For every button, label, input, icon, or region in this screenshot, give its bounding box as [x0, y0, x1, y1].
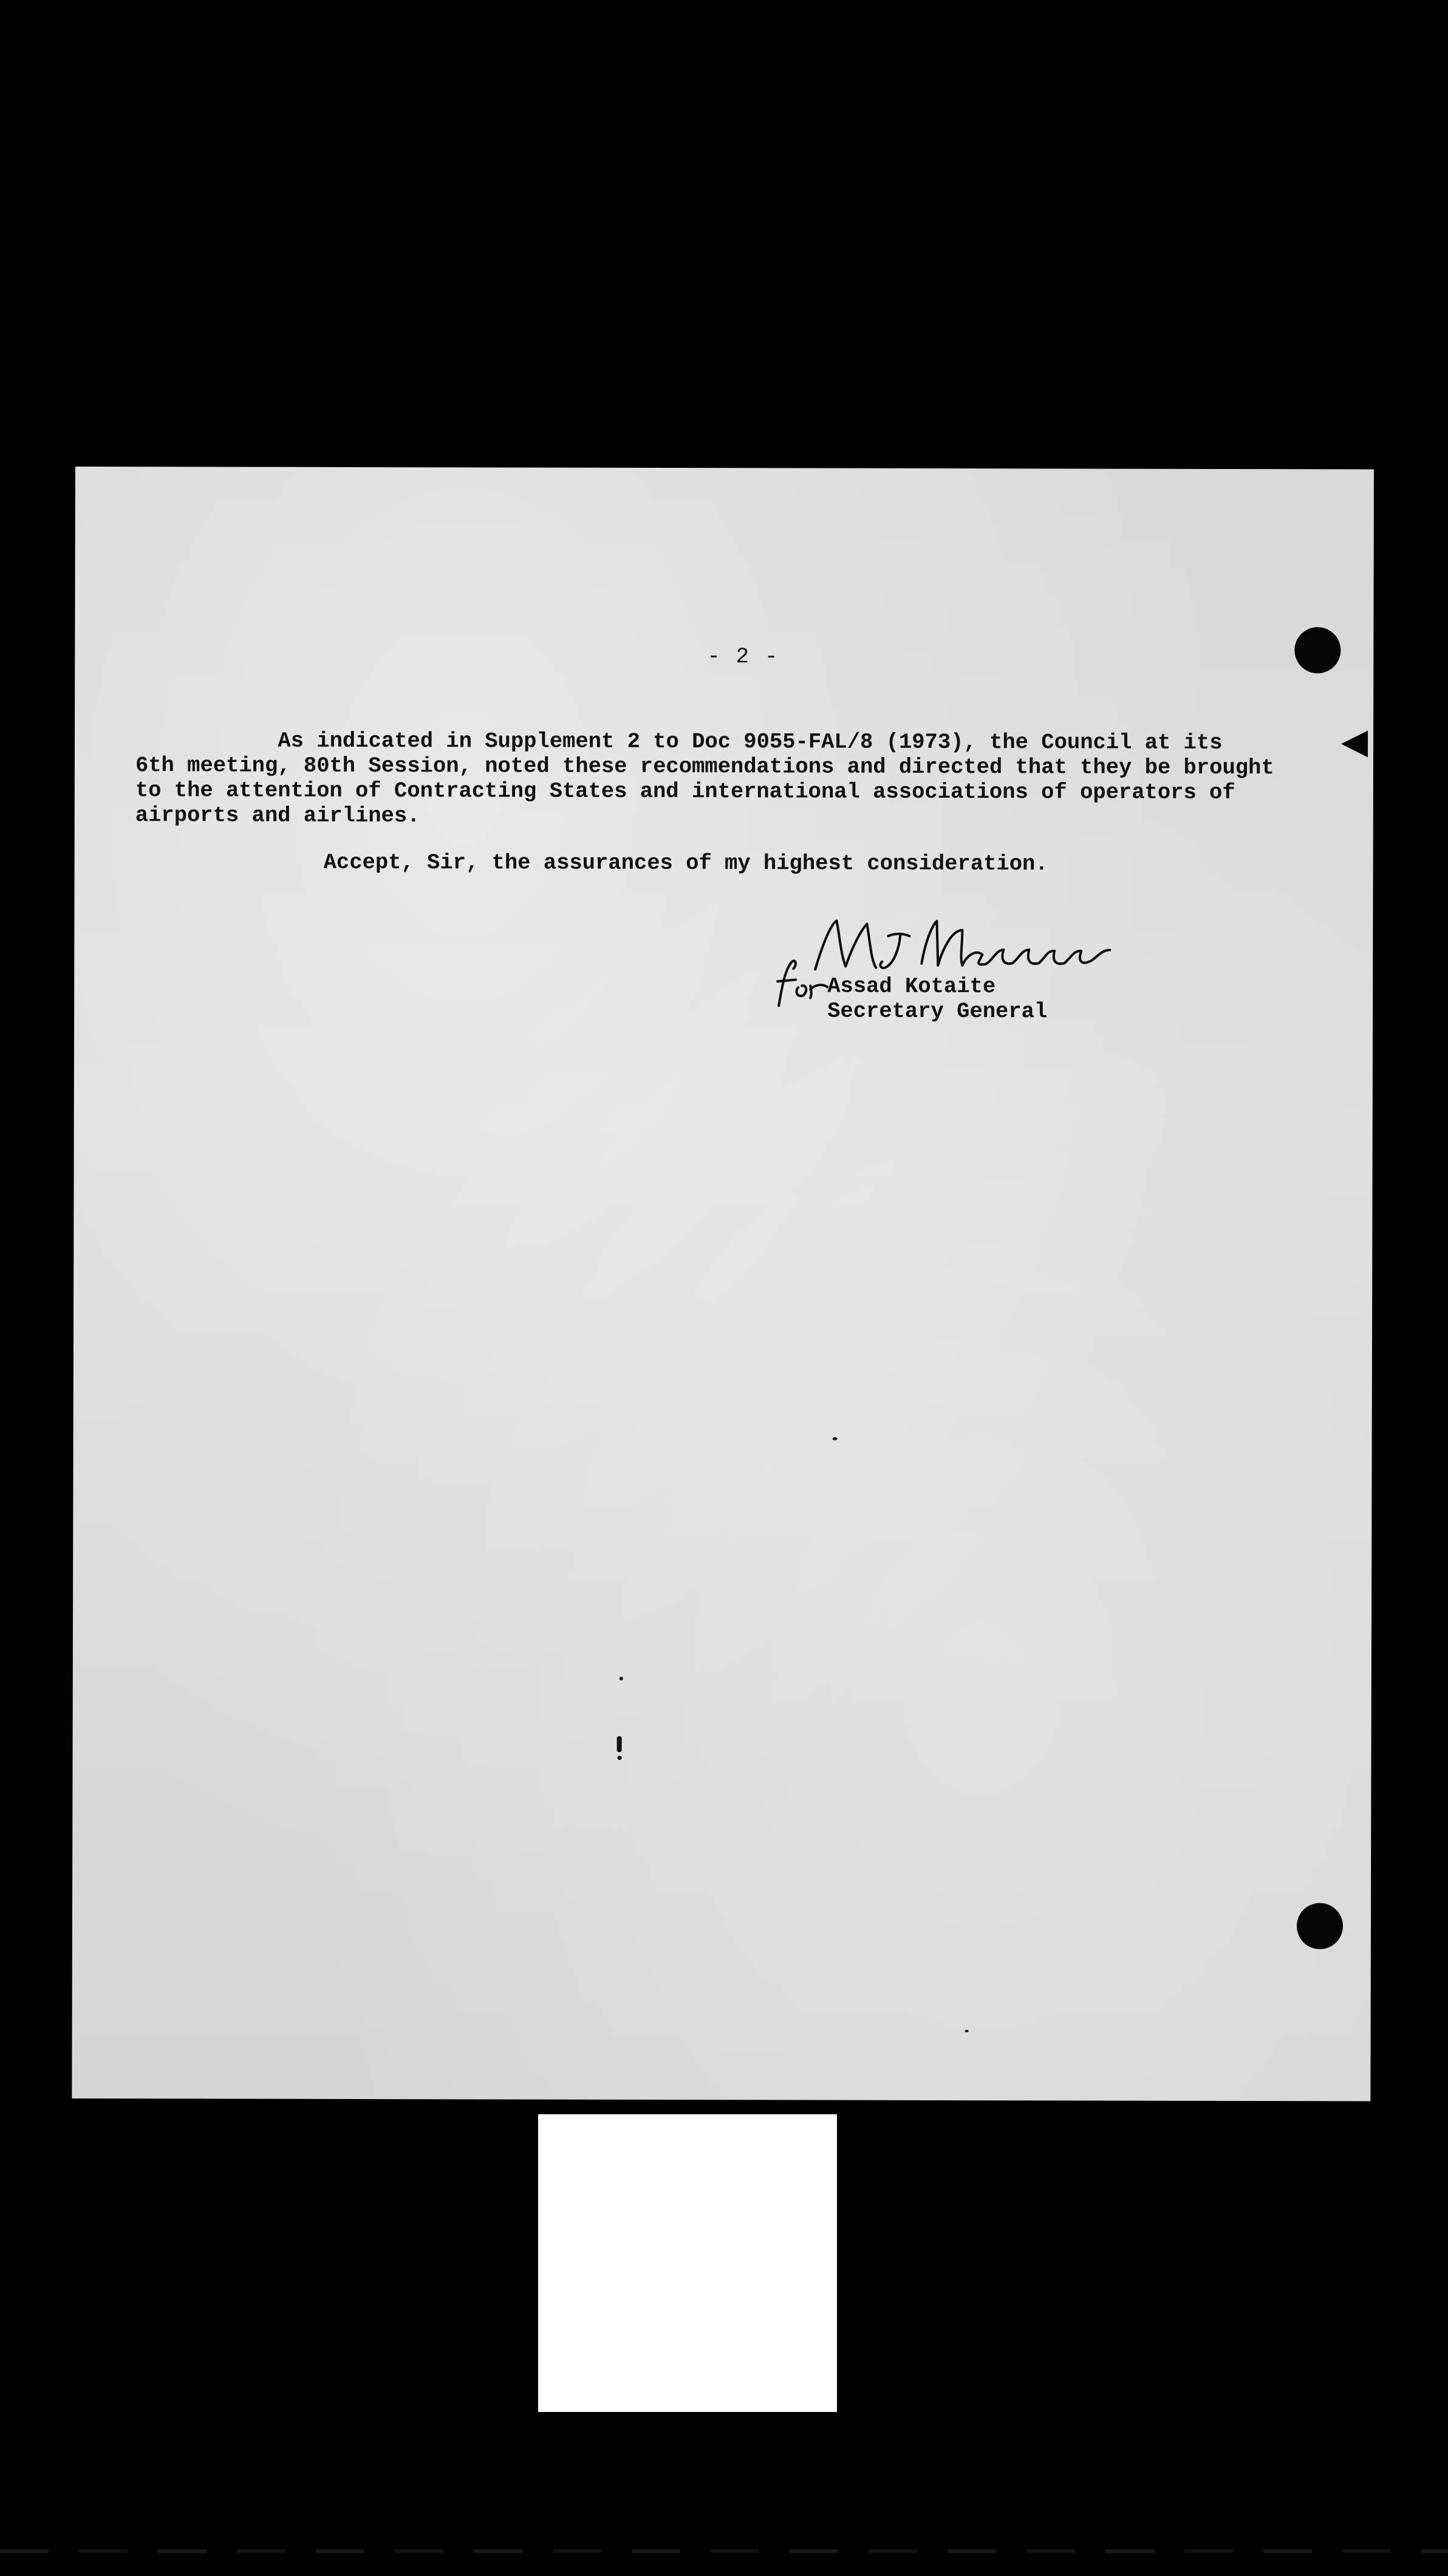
signer-title: Secretary General [827, 998, 1048, 1024]
document-page [72, 467, 1374, 2101]
film-edge-strip [0, 2549, 1448, 2553]
page-edge-notch [1341, 730, 1368, 757]
punch-hole-bottom [1297, 1903, 1343, 1949]
handwritten-signature [803, 912, 1119, 979]
scan-speck [833, 1437, 838, 1440]
scan-speck [620, 1677, 623, 1680]
signer-name: Assad Kotaite [827, 973, 996, 999]
punch-hole-top [1294, 627, 1340, 673]
body-paragraph: As indicated in Supplement 2 to Doc 9055-FAL/8 (1973), the Council at its 6th meeting, 80th Session, noted these recommendations and directed that they be brought to the attention of Contracting States and international associations of operators of airports and airlines. [135, 728, 1274, 829]
scan-speck [618, 1756, 622, 1760]
for-handwritten-mark [767, 954, 833, 1009]
blank-card [538, 2114, 837, 2412]
scan-speck [617, 1736, 622, 1752]
page-number: - 2 - [707, 644, 779, 670]
scan-speck [965, 2030, 969, 2032]
closing-line: Accept, Sir, the assurances of my highest consideration. [323, 849, 1048, 877]
